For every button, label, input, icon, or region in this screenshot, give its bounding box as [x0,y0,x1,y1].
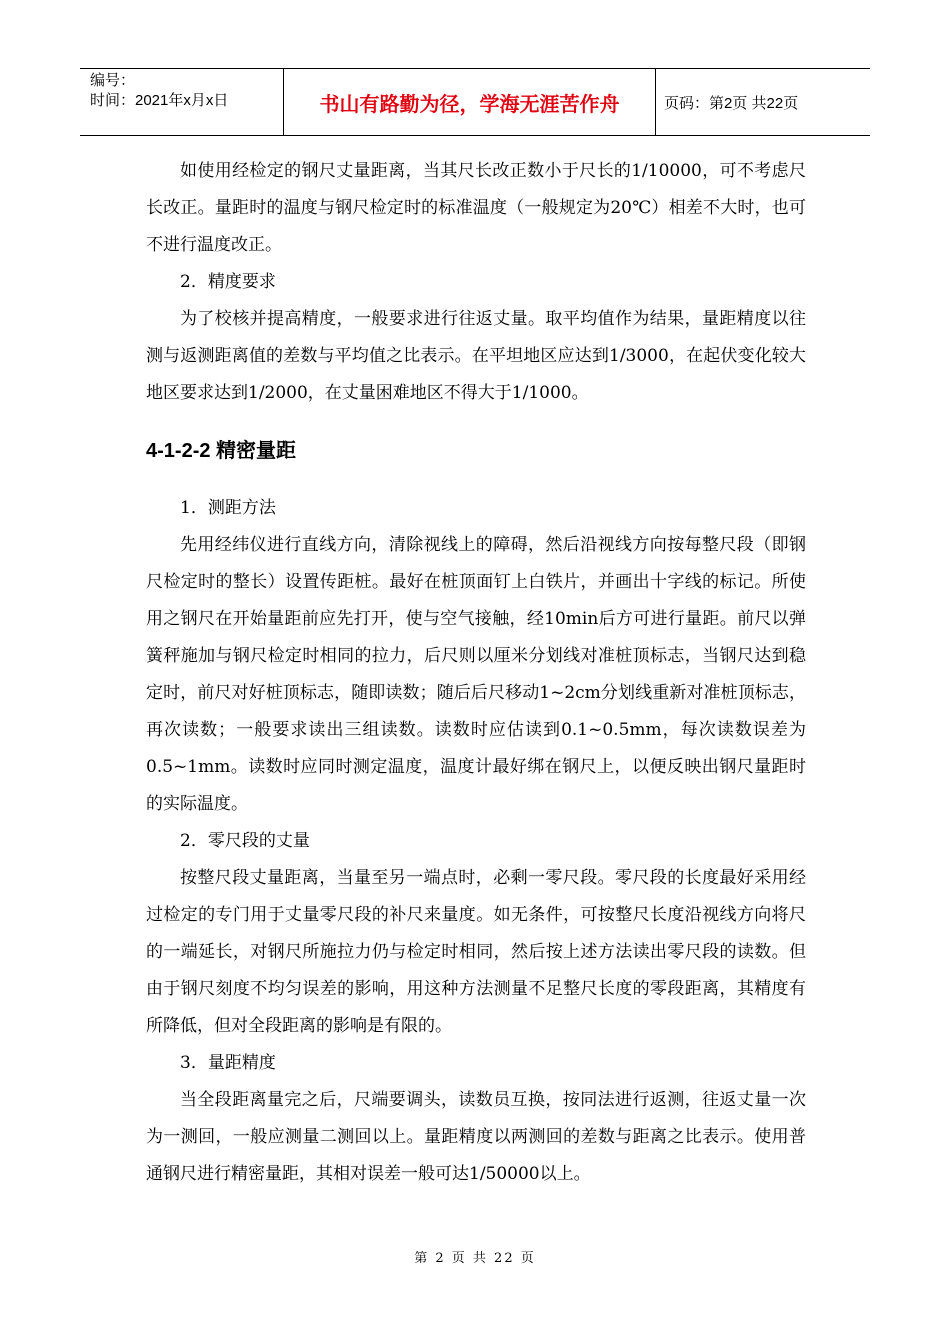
page-footer: 第 2 页 共 22 页 [414,1251,536,1266]
item-zero: 2．零尺段的丈量 [180,831,310,851]
header-number: 编号： [90,72,136,89]
paragraph-5: 当全段距离量完之后，尺端要调头，读数员互换，按同法进行返测，往返丈量一次为一测回，一般应测量二测回以上。量距精度以两测回的差数与距离之比表示。使用普通钢尺进行精密量距，其相对误差一般可达1/50000以上。 [146,1090,806,1184]
paragraph-1: 如使用经检定的钢尺丈量距离，当其尺长改正数小于尺长的1/10000，可不考虑尺长改正。量距时的温度与钢尺检定时的标准温度（一般规定为20℃）相差不大时，也可不进行温度改正。 [146,161,806,255]
document-body [146,153,806,1193]
page-header [80,68,870,136]
item-precision: 2．精度要求 [180,272,276,292]
item-accuracy: 3．量距精度 [180,1053,276,1073]
item-method: 1．测距方法 [180,498,276,518]
header-page-info: 页码：第2页 共22页 [664,94,799,112]
paragraph-4: 按整尺段丈量距离，当量至另一端点时，必剩一零尺段。零尺段的长度最好采用经过检定的专门用于丈量零尺段的补尺来量度。如无条件，可按整尺长度沿视线方向将尺的一端延长，对钢尺所施拉力仍与检定时相同，然后按上述方法读出零尺段的读数。但由于钢尺刻度不均匀误差的影响，用这种方法测量不足整尺长度的零段距离，其精度有所降低，但对全段距离的影响是有限的。 [146,868,806,1036]
paragraph-3: 先用经纬仪进行直线方向，清除视线上的障碍，然后沿视线方向按每整尺段（即钢尺检定时的整长）设置传距桩。最好在桩顶面钉上白铁片，并画出十字线的标记。所使用之钢尺在开始量距前应先打开，使与空气接触，经10min后方可进行量距。前尺以弹簧秤施加与钢尺检定时相同的拉力，后尺则以厘米分划线对准桩顶标志，当钢尺达到稳定时，前尺对好桩顶标志，随即读数；随后后尺移动1~2cm分划线重新对准桩顶标志，再次读数；一般要求读出三组读数。读数时应估读到0.1~0.5mm，每次读数误差为0.5~1mm。读数时应同时测定温度，温度计最好绑在钢尺上，以便反映出钢尺量距时的实际温度。 [146,535,806,814]
section-heading: 4-1-2-2 精密量距 [146,440,297,462]
header-date: 时间：2021年x月x日 [90,92,229,109]
header-meta [80,69,283,135]
paragraph-2: 为了校核并提高精度，一般要求进行往返丈量。取平均值作为结果，量距精度以往测与返测距离值的差数与平均值之比表示。在平坦地区应达到1/3000，在起伏变化较大地区要求达到1/2000，在丈量困难地区不得大于1/1000。 [146,309,806,403]
header-motto: 书山有路勤为径，学海无涯苦作舟 [283,69,656,135]
